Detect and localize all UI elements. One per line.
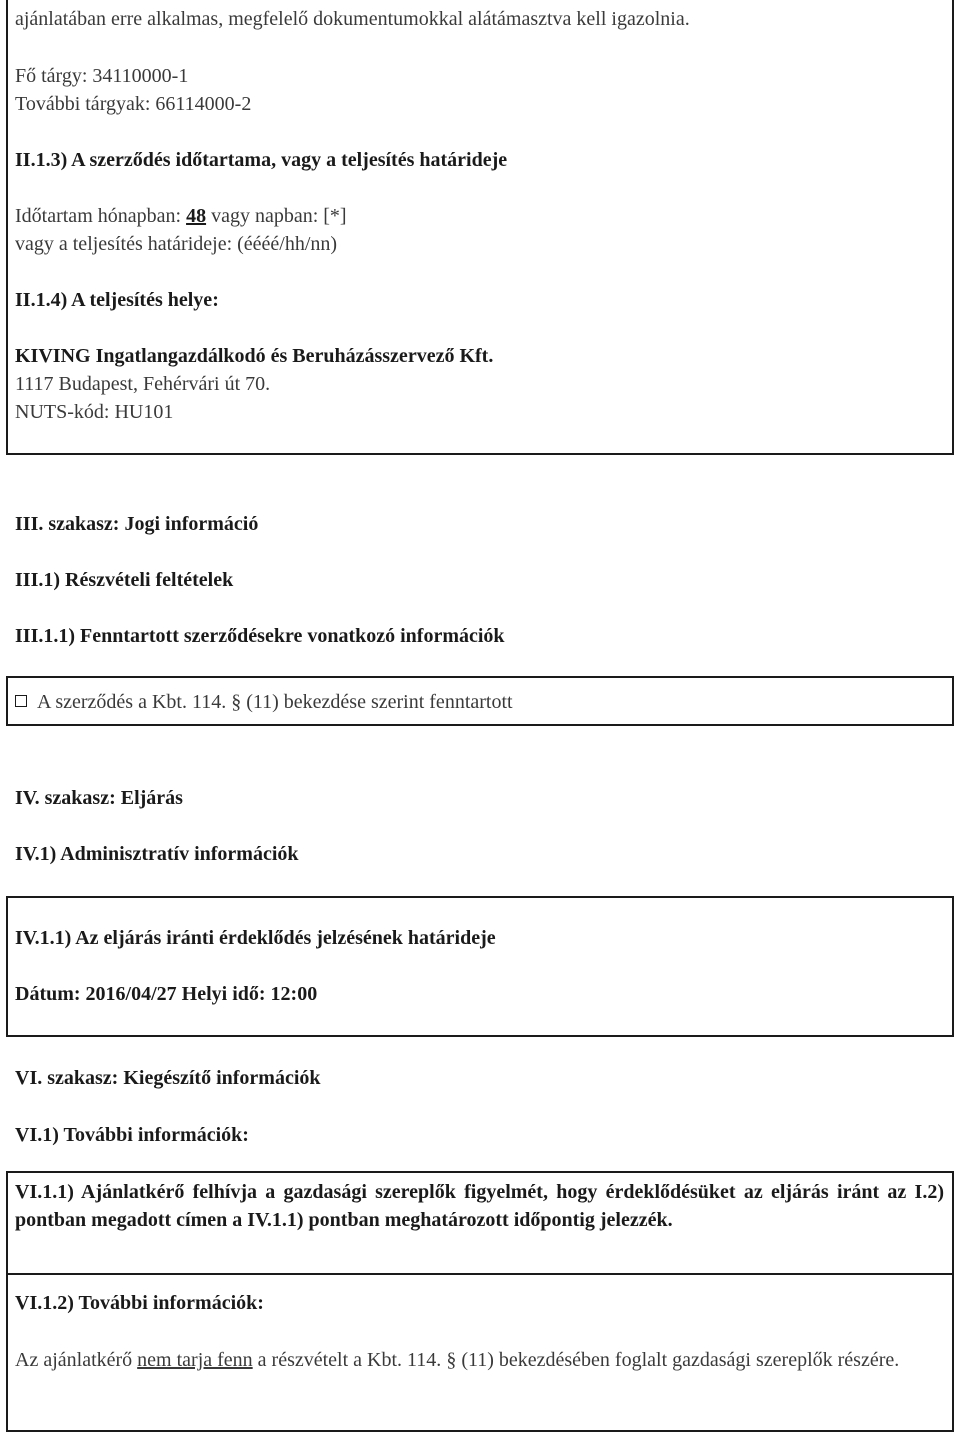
address: 1117 Budapest, Fehérvári út 70. bbox=[15, 373, 271, 395]
deadline-line: vagy a teljesítés határideje: (éééé/hh/nn) bbox=[15, 233, 338, 255]
note-text-c: (11) bekezdésében foglalt gazdasági szereplők részére. bbox=[456, 1349, 900, 1371]
paragraph-note bbox=[15, 1346, 944, 1374]
heading-iv-1-1: IV.1.1) Az eljárás iránti érdeklődés jelzésének határideje bbox=[15, 927, 496, 949]
text-line-top: ajánlatában erre alkalmas, megfelelő dokumentumokkal alátámasztva kell igazolnia. bbox=[15, 8, 690, 30]
heading-vi-1: VI.1) További információk: bbox=[15, 1124, 249, 1146]
company-name: KIVING Ingatlangazdálkodó és Beruházásszervező Kft. bbox=[15, 345, 494, 367]
duration-months: 48 bbox=[186, 205, 207, 227]
heading-iii-1-1: III.1.1) Fenntartott szerződésekre vonatkozó információk bbox=[15, 625, 505, 647]
main-subject: Fő tárgy: 34110000-1 bbox=[15, 65, 189, 87]
heading-section-iv: IV. szakasz: Eljárás bbox=[15, 787, 183, 809]
reserved-text-a: A szerződés a Kbt. 114. bbox=[37, 691, 232, 713]
deadline-box bbox=[6, 896, 954, 1037]
reserved-text-b: (11) bekezdése szerint fenntartott bbox=[241, 691, 513, 713]
duration-suffix: vagy napban: [*] bbox=[206, 205, 347, 227]
paragraph-sign: § bbox=[231, 691, 242, 713]
other-subjects: További tárgyak: 66114000-2 bbox=[15, 93, 252, 115]
duration-line bbox=[15, 203, 347, 229]
duration-prefix: Időtartam hónapban: bbox=[15, 205, 187, 227]
date-time: Dátum: 2016/04/27 Helyi idő: 12:00 bbox=[15, 983, 318, 1005]
heading-iv-1: IV.1) Adminisztratív információk bbox=[15, 843, 299, 865]
checkbox-icon bbox=[15, 695, 27, 707]
heading-ii-1-4: II.1.4) A teljesítés helye: bbox=[15, 289, 219, 311]
note-text-b: a részvételt a Kbt. 114. bbox=[252, 1349, 447, 1371]
heading-section-iii: III. szakasz: Jogi információ bbox=[15, 513, 259, 535]
heading-ii-1-3: II.1.3) A szerződés időtartama, vagy a teljesítés határideje bbox=[15, 149, 508, 171]
heading-section-vi: VI. szakasz: Kiegészítő információk bbox=[15, 1067, 321, 1089]
heading-vi-1-2: VI.1.2) További információk: bbox=[15, 1292, 264, 1314]
paragraph-sign: § bbox=[446, 1349, 457, 1371]
note-text-a: Az ajánlatkérő bbox=[15, 1349, 138, 1371]
heading-iii-1: III.1) Részvételi feltételek bbox=[15, 569, 234, 591]
paragraph-vi-1-1: VI.1.1) Ajánlatkérő felhívja a gazdasági szereplők figyelmét, hogy érdeklődésüket az eljárás iránt az I.2) pontban megadott címen a IV.1.1) pontban meghatározott időpontig jelezzék. bbox=[15, 1181, 944, 1231]
nuts-code: NUTS-kód: HU101 bbox=[15, 401, 174, 423]
note-underlined: nem tarja fenn bbox=[137, 1349, 253, 1371]
reserved-contract-line bbox=[15, 689, 513, 715]
